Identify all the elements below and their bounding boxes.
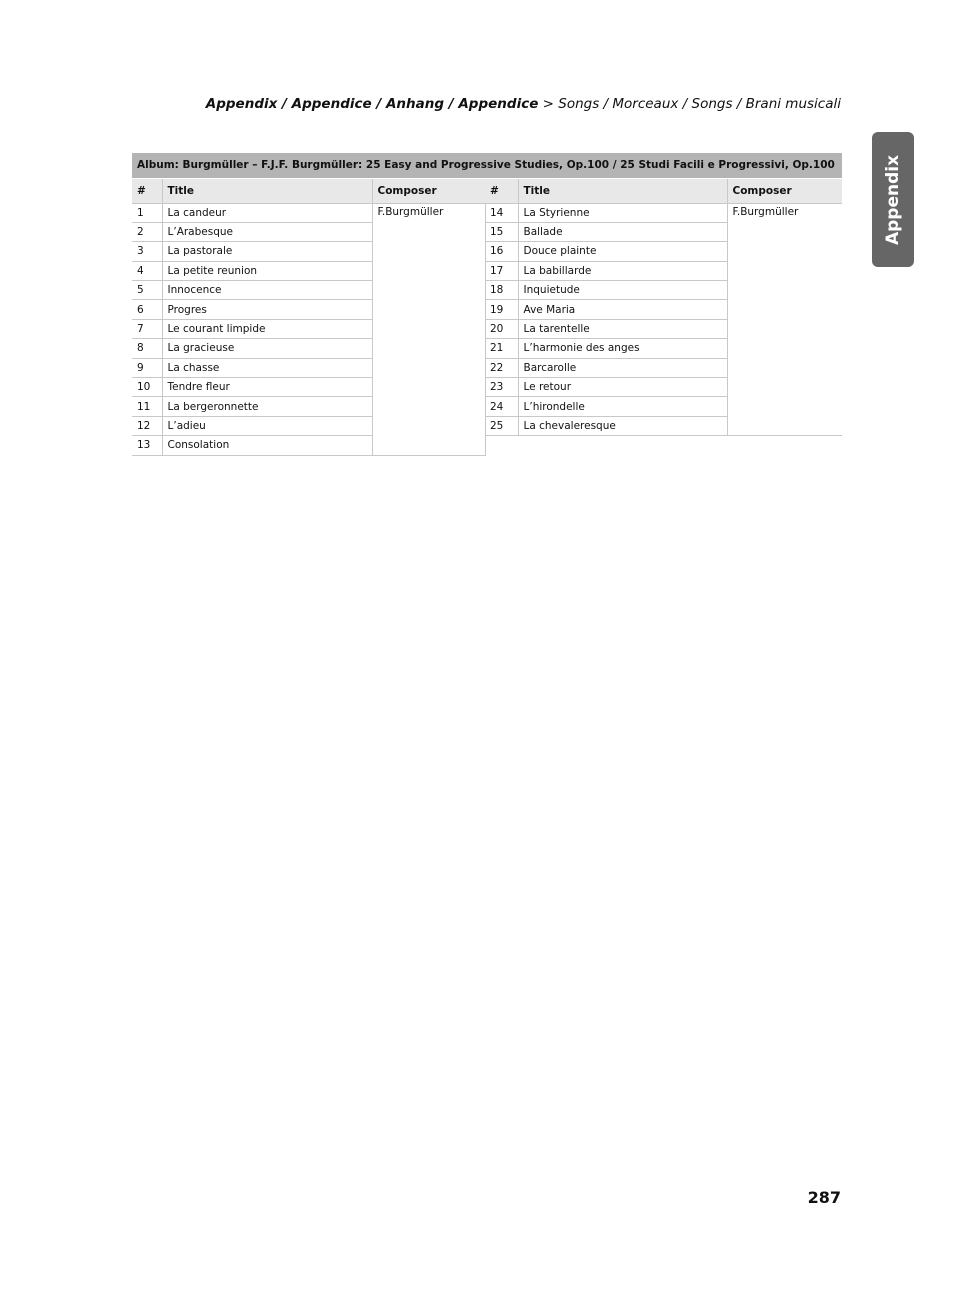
song-title: L’harmonie des anges <box>518 339 727 358</box>
song-number: 5 <box>132 281 162 300</box>
song-number: 10 <box>132 378 162 397</box>
song-number: 8 <box>132 339 162 358</box>
song-title: La tarentelle <box>518 319 727 338</box>
song-title: La pastorale <box>162 242 372 261</box>
column-header-composer: Composer <box>727 179 842 203</box>
song-number: 18 <box>485 281 518 300</box>
table-row <box>485 203 842 222</box>
song-number: 9 <box>132 358 162 377</box>
song-title: La candeur <box>162 203 372 222</box>
song-number: 17 <box>485 261 518 280</box>
table-header-row <box>132 179 485 203</box>
song-title: Barcarolle <box>518 358 727 377</box>
song-title: La bergeronnette <box>162 397 372 416</box>
song-title: L’Arabesque <box>162 222 372 241</box>
song-composer: F.Burgmüller <box>372 203 485 455</box>
song-number: 19 <box>485 300 518 319</box>
song-title: Innocence <box>162 281 372 300</box>
column-header-title: Title <box>162 179 372 203</box>
song-title: Consolation <box>162 436 372 455</box>
song-number: 12 <box>132 416 162 435</box>
table-row <box>132 203 485 222</box>
song-number: 13 <box>132 436 162 455</box>
song-title: Progres <box>162 300 372 319</box>
song-number: 14 <box>485 203 518 222</box>
column-header-num: # <box>485 179 518 203</box>
song-title: Le courant limpide <box>162 319 372 338</box>
album-header: Album: Burgmüller – F.J.F. Burgmüller: 25 Easy and Progressive Studies, Op.100 / 25 Studi Facili e Progressivi, Op.100 <box>132 153 842 178</box>
song-number: 22 <box>485 358 518 377</box>
song-title: L’adieu <box>162 416 372 435</box>
song-title: L’hirondelle <box>518 397 727 416</box>
song-number: 7 <box>132 319 162 338</box>
song-number: 20 <box>485 319 518 338</box>
breadcrumb-section: Appendix / Appendice / Anhang / Appendice <box>205 96 539 112</box>
column-header-num: # <box>132 179 162 203</box>
songs-table-left <box>132 179 486 456</box>
song-title: La Styrienne <box>518 203 727 222</box>
song-title: Inquietude <box>518 281 727 300</box>
song-number: 23 <box>485 378 518 397</box>
song-title: Le retour <box>518 378 727 397</box>
song-title: Ave Maria <box>518 300 727 319</box>
song-number: 11 <box>132 397 162 416</box>
song-number: 21 <box>485 339 518 358</box>
breadcrumb-subsection: > Songs / Morceaux / Songs / Brani musicali <box>538 96 841 112</box>
songs-table-right <box>485 179 842 436</box>
side-tab-label: Appendix <box>883 154 903 245</box>
song-title: La petite reunion <box>162 261 372 280</box>
song-title: La chasse <box>162 358 372 377</box>
song-number: 15 <box>485 222 518 241</box>
song-title: La gracieuse <box>162 339 372 358</box>
table-header-row <box>485 179 842 203</box>
song-title: La babillarde <box>518 261 727 280</box>
song-number: 1 <box>132 203 162 222</box>
song-title: La chevaleresque <box>518 416 727 435</box>
song-number: 24 <box>485 397 518 416</box>
song-number: 3 <box>132 242 162 261</box>
breadcrumb <box>206 96 841 112</box>
song-title: Tendre fleur <box>162 378 372 397</box>
song-composer: F.Burgmüller <box>727 203 842 436</box>
column-header-title: Title <box>518 179 727 203</box>
appendix-side-tab <box>872 132 914 267</box>
song-number: 6 <box>132 300 162 319</box>
song-title: Douce plainte <box>518 242 727 261</box>
song-title: Ballade <box>518 222 727 241</box>
song-number: 2 <box>132 222 162 241</box>
song-number: 25 <box>485 416 518 435</box>
song-number: 4 <box>132 261 162 280</box>
song-number: 16 <box>485 242 518 261</box>
column-header-composer: Composer <box>372 179 485 203</box>
page-number: 287 <box>807 1188 841 1207</box>
